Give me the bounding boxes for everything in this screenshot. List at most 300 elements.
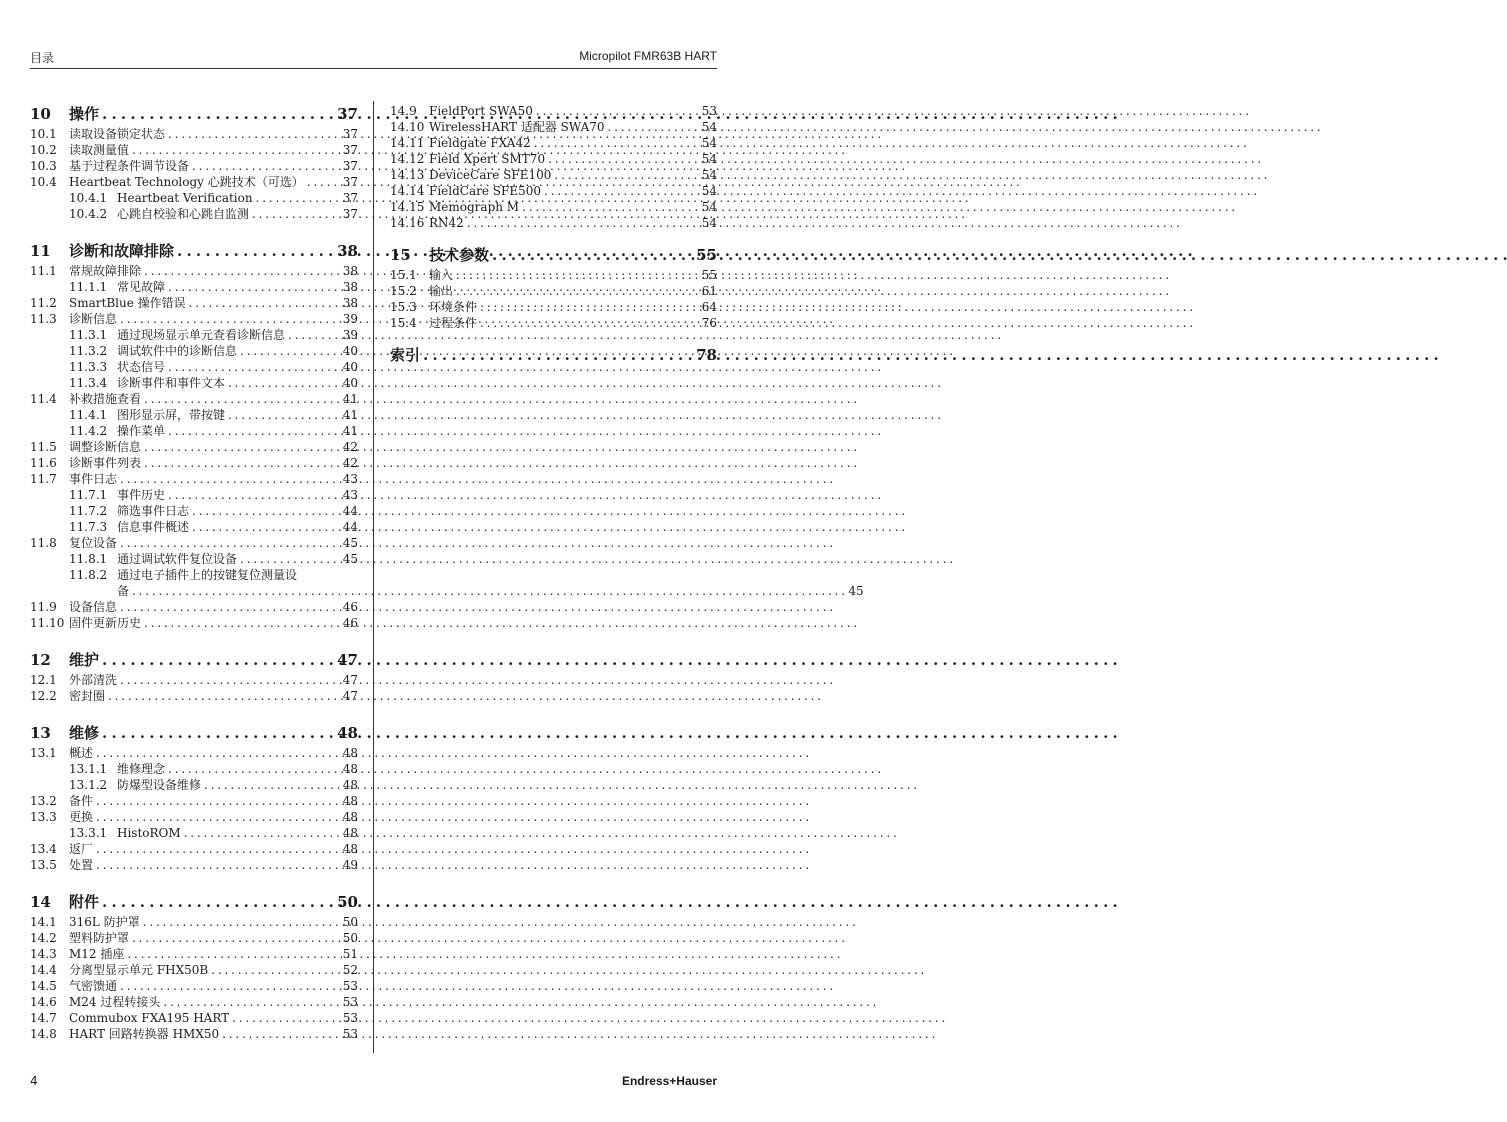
entry-number: 11.4 (30, 392, 57, 406)
entry-number: 11.3.1 (69, 328, 108, 342)
toc-entry[interactable] (30, 439, 358, 455)
dot-leader (480, 315, 698, 331)
entry-fill (429, 215, 701, 231)
toc-subentry[interactable] (30, 359, 358, 375)
dot-leader (120, 471, 339, 487)
dot-leader (456, 267, 698, 283)
entry-number: 11.3.3 (69, 360, 108, 374)
toc-entry[interactable] (30, 1026, 358, 1042)
header-product-name: Micropilot FMR63B HART (579, 49, 717, 63)
entry-page: 38 (342, 264, 358, 278)
entry-page: 48 (342, 826, 358, 840)
toc-subentry[interactable] (30, 206, 358, 222)
dot-leader (144, 615, 339, 631)
entry-page: 61 (701, 284, 717, 298)
entry-page: 45 (342, 536, 358, 550)
entry-number: 11.8.2 (69, 568, 108, 582)
entry-fill (69, 1026, 342, 1042)
entry-fill (69, 455, 342, 471)
entry-page: 52 (342, 963, 358, 977)
chapter-title-fill (69, 722, 334, 744)
toc-entry[interactable] (30, 914, 358, 930)
toc-entry[interactable] (30, 809, 358, 825)
dot-leader (127, 946, 339, 962)
dot-leader (168, 761, 339, 777)
dot-leader (608, 119, 698, 135)
toc-entry[interactable] (390, 103, 717, 119)
entry-title-line1: 通过电子插件上的按键复位测量设 (117, 568, 298, 582)
entry-number: 13.4 (30, 842, 57, 856)
entry-number: 11.9 (30, 600, 57, 614)
entry-fill (69, 914, 342, 930)
entry-number: 14.8 (30, 1027, 57, 1041)
entry-fill (117, 423, 342, 439)
toc-entry[interactable] (390, 135, 717, 151)
toc-chapter-14-continued (390, 103, 717, 231)
header-rule (30, 68, 717, 69)
entry-number: 14.16 (390, 216, 425, 230)
toc-entry[interactable] (30, 946, 358, 962)
toc-entry[interactable] (30, 471, 358, 487)
toc-entry[interactable] (390, 267, 717, 283)
dot-leader (522, 199, 698, 215)
chapter-title-fill (69, 649, 334, 671)
dot-leader (102, 649, 331, 671)
dot-leader (240, 551, 339, 567)
chapter-page: 55 (696, 246, 717, 264)
entry-page: 53 (342, 995, 358, 1009)
entry-fill (117, 503, 342, 519)
toc-entry[interactable] (30, 745, 358, 761)
entry-title: 概述 (69, 746, 94, 760)
chapter-title: 诊断和故障排除 (69, 242, 175, 260)
entry-fill (429, 199, 701, 215)
dot-leader (108, 688, 339, 704)
entry-page: 41 (342, 408, 358, 422)
entry-page: 42 (342, 456, 358, 470)
dot-leader (144, 263, 339, 279)
entry-page: 54 (701, 152, 717, 166)
entry-page: 47 (342, 673, 358, 687)
entry-fill (429, 135, 701, 151)
toc-entry[interactable] (30, 672, 358, 688)
dot-leader (144, 439, 339, 455)
entry-fill (69, 311, 342, 327)
entry-number: 14.1 (30, 915, 57, 929)
toc-subentry[interactable] (30, 279, 358, 295)
entry-number: 14.4 (30, 963, 57, 977)
dot-leader (144, 455, 339, 471)
toc-entry[interactable] (30, 978, 358, 994)
toc-subentry[interactable] (30, 190, 358, 206)
entry-title: 读取测量值 (69, 143, 130, 157)
toc-entry[interactable] (30, 793, 358, 809)
dot-leader (534, 135, 698, 151)
entry-number: 11.7.3 (69, 520, 108, 534)
toc-subentry[interactable] (30, 825, 358, 841)
toc-subentry[interactable] (30, 761, 358, 777)
entry-title: 输入 (429, 268, 454, 282)
entry-fill (117, 487, 342, 503)
entry-number: 11.2 (30, 296, 57, 310)
toc-entry[interactable] (390, 299, 717, 315)
toc-chapter-heading[interactable] (30, 649, 358, 671)
entry-fill (69, 174, 342, 190)
toc-subentry[interactable] (30, 503, 358, 519)
entry-title: Fieldgate FXA42 (429, 136, 531, 150)
entry-title: 筛选事件日志 (117, 504, 190, 518)
chapter-title: 附件 (69, 893, 100, 911)
entry-fill (69, 126, 342, 142)
entry-page: 38 (342, 296, 358, 310)
dot-leader (96, 793, 339, 809)
toc-subentry[interactable] (30, 551, 358, 567)
chapter-title-fill (69, 891, 334, 913)
entry-title: 调整诊断信息 (69, 440, 142, 454)
toc-entry[interactable] (390, 151, 717, 167)
entry-page: 37 (342, 159, 358, 173)
dot-leader (228, 407, 339, 423)
dot-leader (192, 503, 339, 519)
dot-leader (184, 825, 339, 841)
entry-page: 37 (342, 127, 358, 141)
entry-number: 15.2 (390, 284, 417, 298)
toc-entry[interactable] (390, 283, 717, 299)
entry-title: 返厂 (69, 842, 94, 856)
toc-entry[interactable] (30, 158, 358, 174)
entry-fill (69, 962, 342, 978)
toc-entry[interactable] (30, 142, 358, 158)
toc-entry[interactable] (390, 119, 717, 135)
dot-leader (163, 994, 339, 1010)
toc-entry[interactable] (30, 126, 358, 142)
entry-page: 48 (342, 746, 358, 760)
toc-entry[interactable] (30, 391, 358, 407)
toc-entry[interactable] (30, 615, 358, 631)
entry-number: 13.3.1 (69, 826, 108, 840)
entry-title: FieldPort SWA50 (429, 104, 533, 118)
entry-title: 诊断信息 (69, 312, 118, 326)
entry-page: 40 (342, 360, 358, 374)
entry-page: 54 (701, 168, 717, 182)
toc-chapter-10 (30, 103, 358, 222)
entry-title: 输出 (429, 284, 454, 298)
dot-leader (120, 672, 339, 688)
toc-entry[interactable] (30, 455, 358, 471)
entry-fill (117, 407, 342, 423)
dot-leader (168, 279, 339, 295)
entry-page: 64 (701, 300, 717, 314)
entry-fill (69, 994, 342, 1010)
chapter-title: 操作 (69, 105, 100, 123)
entry-page: 39 (342, 312, 358, 326)
entry-fill (429, 315, 701, 331)
entry-title: 事件日志 (69, 472, 118, 486)
entry-number: 11.5 (30, 440, 57, 454)
entry-page: 48 (342, 762, 358, 776)
entry-title: 诊断事件列表 (69, 456, 142, 470)
entry-page: 37 (342, 175, 358, 189)
entry-title: Heartbeat Verification (117, 191, 253, 205)
toc-entry[interactable] (30, 263, 358, 279)
entry-title: Heartbeat Technology 心跳技术（可选） (69, 175, 304, 189)
dot-leader (132, 142, 339, 158)
toc-subentry[interactable] (30, 487, 358, 503)
entry-fill (117, 777, 342, 793)
toc-chapter-12 (30, 649, 358, 704)
entry-fill (117, 375, 342, 391)
dot-leader (132, 583, 845, 599)
entry-page: 40 (342, 376, 358, 390)
toc-entry[interactable] (30, 962, 358, 978)
toc-chapter-heading[interactable] (30, 891, 358, 913)
entry-number: 12.1 (30, 673, 57, 687)
entry-title: 316L 防护罩 (69, 915, 140, 929)
entry-title: 读取设备锁定状态 (69, 127, 166, 141)
chapter-page: 38 (337, 242, 358, 260)
entry-fill (69, 1010, 342, 1026)
chapter-title: 维修 (69, 724, 100, 742)
footer-brand: Endress+Hauser (621, 1074, 717, 1088)
entry-page: 55 (701, 268, 717, 282)
entry-number: 14.9 (390, 104, 417, 118)
toc-chapter-heading[interactable] (30, 103, 358, 125)
entry-title: Field Xpert SMT70 (429, 152, 546, 166)
chapter-title-fill (69, 103, 334, 125)
entry-page: 47 (342, 689, 358, 703)
dot-leader (96, 841, 339, 857)
toc-entry[interactable] (30, 599, 358, 615)
entry-number: 10.4.1 (69, 191, 108, 205)
chapter-title: 技术参数 (429, 246, 490, 264)
entry-title: 补救措施查看 (69, 392, 142, 406)
toc-subentry[interactable] (30, 375, 358, 391)
dot-leader (222, 1026, 339, 1042)
entry-fill (429, 119, 701, 135)
dot-leader (132, 930, 339, 946)
entry-page: 54 (701, 136, 717, 150)
toc-entry[interactable] (390, 167, 717, 183)
entry-number: 15.4 (390, 316, 417, 330)
entry-number: 12.2 (30, 689, 57, 703)
dot-leader (143, 914, 339, 930)
entry-page: 38 (342, 280, 358, 294)
toc-entry[interactable] (30, 841, 358, 857)
toc-entry[interactable] (30, 535, 358, 551)
toc-entry[interactable] (30, 688, 358, 704)
entry-number: 14.14 (390, 184, 425, 198)
entry-title: 常见故障 (117, 280, 166, 294)
entry-page: 37 (342, 191, 358, 205)
entry-number: 10.4.2 (69, 207, 108, 221)
toc-entry[interactable] (30, 1010, 358, 1026)
toc-chapter-heading[interactable] (30, 722, 358, 744)
toc-chapter-heading[interactable] (30, 240, 358, 262)
entry-page: 44 (342, 520, 358, 534)
entry-number: 11.4.2 (69, 424, 108, 438)
header-section-title: 目录 (30, 51, 55, 65)
entry-number: 10.3 (30, 159, 57, 173)
toc-entry[interactable] (30, 311, 358, 327)
index-page: 78 (696, 346, 717, 364)
entry-page: 43 (342, 488, 358, 502)
dot-leader (456, 283, 698, 299)
entry-number: 11.7.1 (69, 488, 108, 502)
entry-page: 49 (342, 858, 358, 872)
dot-leader (168, 423, 339, 439)
entry-fill (429, 151, 701, 167)
dot-leader (252, 206, 339, 222)
entry-fill (117, 327, 342, 343)
entry-number: 13.1.2 (69, 778, 108, 792)
chapter-title-fill (429, 244, 693, 266)
entry-number: 11.8 (30, 536, 57, 550)
entry-fill (117, 279, 342, 295)
entry-page: 54 (701, 200, 717, 214)
entry-title: RN42 (429, 216, 464, 230)
toc-entry[interactable] (390, 183, 717, 199)
dot-leader (192, 519, 339, 535)
toc-subentry[interactable] (30, 327, 358, 343)
dot-leader (480, 299, 698, 315)
entry-title: DeviceCare SFE100 (429, 168, 552, 182)
dot-leader (120, 978, 339, 994)
toc-chapter-15 (390, 244, 717, 331)
entry-title: 通过现场显示单元查看诊断信息 (117, 328, 286, 342)
chapter-title-fill (69, 240, 334, 262)
toc-subentry[interactable] (30, 423, 358, 439)
toc-chapter-14 (30, 891, 358, 1042)
entry-fill (117, 343, 342, 359)
entry-number: 14.2 (30, 931, 57, 945)
toc-subentry[interactable] (30, 407, 358, 423)
entry-number: 14.6 (30, 995, 57, 1009)
entry-page: 53 (342, 979, 358, 993)
dot-leader (96, 745, 339, 761)
entry-number: 15.1 (390, 268, 417, 282)
entry-fill (429, 167, 701, 183)
entry-page: 46 (342, 616, 358, 630)
entry-page: 45 (848, 584, 864, 598)
entry-title-cont: 备 (117, 584, 130, 598)
chapter-number: 13 (30, 724, 51, 742)
toc-entry[interactable] (390, 315, 717, 331)
entry-fill (429, 267, 701, 283)
entry-fill (117, 359, 342, 375)
chapter-number: 10 (30, 105, 51, 123)
entry-title-line2 (117, 583, 864, 599)
entry-fill (69, 439, 342, 455)
entry-title: HART 回路转换器 HMX50 (69, 1027, 220, 1041)
dot-leader (96, 857, 339, 873)
entry-number: 13.3 (30, 810, 57, 824)
entry-number: 14.10 (390, 120, 425, 134)
entry-number: 14.5 (30, 979, 57, 993)
toc-chapter-heading[interactable] (390, 244, 717, 266)
dot-leader (492, 244, 690, 266)
entry-page: 43 (342, 472, 358, 486)
entry-fill (69, 946, 342, 962)
entry-fill (117, 761, 342, 777)
chapter-number: 14 (30, 893, 51, 911)
entry-title: 过程条件 (429, 316, 478, 330)
entry-number: 14.7 (30, 1011, 57, 1025)
entry-page: 51 (342, 947, 358, 961)
toc-index-heading[interactable] (390, 344, 717, 366)
entry-page: 42 (342, 440, 358, 454)
toc-entry[interactable] (30, 994, 358, 1010)
toc-index (390, 344, 717, 366)
entry-fill (69, 978, 342, 994)
entry-title: 密封圈 (69, 689, 106, 703)
toc-entry[interactable] (30, 567, 864, 599)
entry-page: 54 (701, 184, 717, 198)
entry-title: 环境条件 (429, 300, 478, 314)
toc-entry[interactable] (30, 295, 358, 311)
toc-entry[interactable] (30, 930, 358, 946)
dot-leader (102, 722, 331, 744)
dot-leader (544, 183, 698, 199)
entry-number: 11.7 (30, 472, 57, 486)
toc-entry[interactable] (30, 857, 358, 873)
entry-title: 固件更新历史 (69, 616, 142, 630)
entry-title: FieldCare SFE500 (429, 184, 541, 198)
entry-number: 11.1 (30, 264, 57, 278)
entry-page: 46 (342, 600, 358, 614)
entry-number: 11.10 (30, 616, 65, 630)
dot-leader (168, 359, 339, 375)
entry-page: 54 (701, 216, 717, 230)
entry-number: 14.3 (30, 947, 57, 961)
entry-title: WirelessHART 适配器 SWA70 (429, 120, 605, 134)
toc-entry[interactable] (30, 174, 358, 190)
entry-number: 10.2 (30, 143, 57, 157)
toc-subentry[interactable] (30, 519, 358, 535)
dot-leader (144, 391, 339, 407)
chapter-page: 37 (337, 105, 358, 123)
entry-number: 11.6 (30, 456, 57, 470)
entry-fill (69, 142, 342, 158)
dot-leader (168, 487, 339, 503)
entry-page: 41 (342, 424, 358, 438)
dot-leader (96, 809, 339, 825)
entry-title: 处置 (69, 858, 94, 872)
entry-number: 11.3 (30, 312, 57, 326)
entry-fill (117, 190, 342, 206)
dot-leader (232, 1010, 339, 1026)
chapter-page: 48 (337, 724, 358, 742)
entry-title: 图形显示屏，带按键 (117, 408, 226, 422)
toc-entry[interactable] (390, 215, 717, 231)
toc-right-column (390, 103, 717, 367)
toc-entry[interactable] (390, 199, 717, 215)
entry-number: 11.8.1 (69, 552, 108, 566)
entry-title: 外部清洗 (69, 673, 118, 687)
dot-leader (467, 215, 698, 231)
toc-subentry[interactable] (30, 343, 358, 359)
dot-leader (554, 167, 698, 183)
dot-leader (120, 311, 339, 327)
entry-page: 40 (342, 344, 358, 358)
entry-fill (69, 615, 342, 631)
toc-subentry[interactable] (30, 777, 358, 793)
dot-leader (548, 151, 698, 167)
entry-page: 76 (701, 316, 717, 330)
entry-page: 50 (342, 915, 358, 929)
entry-fill (69, 841, 342, 857)
entry-number: 11.7.2 (69, 504, 108, 518)
dot-leader (192, 158, 339, 174)
